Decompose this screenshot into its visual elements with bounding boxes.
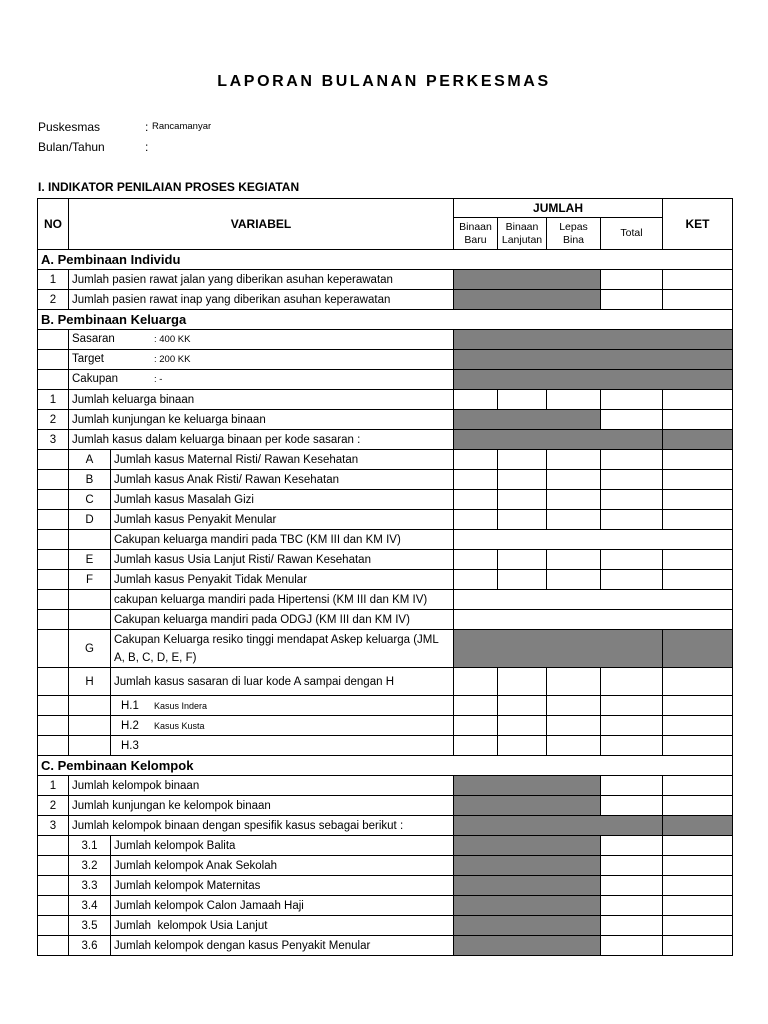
row-b-3-c	[38, 490, 733, 510]
variabel-cell	[69, 776, 454, 796]
binaan-lanjutan-cell	[498, 570, 547, 590]
total-cell	[601, 896, 663, 916]
binaan-lanjutan-cell	[498, 550, 547, 570]
total-cell	[601, 736, 663, 756]
binaan-baru-cell	[454, 668, 498, 696]
row-number	[38, 936, 69, 956]
parameter-cell	[69, 370, 454, 390]
variabel-text: Jumlah kelompok binaan	[72, 779, 200, 792]
variabel-text: Jumlah kunjungan ke kelompok binaan	[72, 799, 271, 812]
variabel-header: VARIABEL	[69, 199, 454, 250]
row-b-2	[38, 410, 733, 430]
variabel-cell	[69, 796, 454, 816]
jumlah-ket-shaded-cell	[454, 330, 733, 350]
jumlah-ket-shaded-cell	[454, 370, 733, 390]
row-b-target	[38, 350, 733, 370]
section-heading: A. Pembinaan Individu	[38, 250, 733, 270]
lepas-bina-cell	[547, 696, 601, 716]
variabel-text: Jumlah kasus Penyakit Menular	[114, 513, 277, 526]
row-number: 2	[38, 796, 69, 816]
variabel-text: Jumlah kunjungan ke keluarga binaan	[72, 413, 266, 426]
row-number	[38, 696, 69, 716]
variabel-cell	[111, 836, 454, 856]
variabel-text: Jumlah kelompok Anak Sekolah	[114, 859, 278, 872]
binaan-lanjutan-cell	[498, 736, 547, 756]
row-code	[69, 610, 111, 630]
variabel-text: Jumlah pasien rawat inap yang diberikan asuhan keperawatan	[72, 293, 391, 306]
binaan-shaded-cell	[454, 836, 601, 856]
variabel-text: Jumlah kelompok dengan kasus Penyakit Menular	[114, 939, 371, 952]
row-code: 3.2	[69, 856, 111, 876]
ket-cell	[663, 470, 733, 490]
row-number	[38, 610, 69, 630]
ket-cell	[663, 290, 733, 310]
row-c-3-2	[38, 856, 733, 876]
binaan-shaded-cell	[454, 410, 601, 430]
row-number	[38, 896, 69, 916]
row-b-3-h1	[38, 696, 733, 716]
binaan-shaded-cell	[454, 776, 601, 796]
row-c-2	[38, 796, 733, 816]
ket-cell	[663, 836, 733, 856]
row-b-3	[38, 430, 733, 450]
jumlah-shaded-cell	[454, 816, 663, 836]
binaan-shaded-cell	[454, 936, 601, 956]
jumlah-shaded-cell	[454, 630, 663, 668]
row-number	[38, 590, 69, 610]
binaan-shaded-cell	[454, 270, 601, 290]
variabel-cell	[111, 668, 454, 696]
row-a-2	[38, 290, 733, 310]
variabel-text: Jumlah keluarga binaan	[72, 393, 195, 406]
binaan-baru-cell	[454, 390, 498, 410]
puskesmas-label: Puskesmas	[38, 120, 101, 134]
lepas-bina-cell	[547, 550, 601, 570]
puskesmas-row	[38, 119, 358, 135]
total-cell	[601, 936, 663, 956]
sub-text: Kasus Indera	[154, 700, 208, 711]
variabel-cell	[69, 816, 454, 836]
lepas-bina-cell	[547, 510, 601, 530]
row-code	[69, 736, 111, 756]
lepas-bina-cell	[547, 390, 601, 410]
variabel-text: Jumlah pasien rawat jalan yang diberikan asuhan keperawatan	[72, 273, 393, 286]
variabel-text: Jumlah kasus Usia Lanjut Risti/ Rawan Kesehatan	[114, 553, 371, 566]
ket-shaded-cell	[663, 816, 733, 836]
variabel-text: Jumlah kasus Maternal Risti/ Rawan Kesehatan	[114, 453, 359, 466]
total-cell	[601, 570, 663, 590]
lepas-bina-cell	[547, 668, 601, 696]
row-number	[38, 736, 69, 756]
row-c-3	[38, 816, 733, 836]
binaan-baru-cell	[454, 550, 498, 570]
variabel-text: Cakupan Keluarga resiko tinggi mendapat Askep keluarga (JML A, B, C, D, E, F)	[114, 633, 439, 664]
indikator-table-body	[38, 250, 733, 956]
binaan-lanjutan-cell	[498, 490, 547, 510]
row-code: G	[69, 630, 111, 668]
row-code: H	[69, 668, 111, 696]
row-section-b	[38, 310, 733, 330]
row-number: 3	[38, 816, 69, 836]
row-code: E	[69, 550, 111, 570]
parameter-value: : 400 KK	[154, 334, 191, 345]
row-code: 3.1	[69, 836, 111, 856]
ket-cell	[663, 390, 733, 410]
puskesmas-separator: :	[145, 120, 149, 134]
section-heading: C. Pembinaan Kelompok	[38, 756, 733, 776]
total-cell	[601, 668, 663, 696]
total-cell	[601, 916, 663, 936]
row-number: 1	[38, 776, 69, 796]
jumlah-ket-shaded-cell	[454, 350, 733, 370]
ket-cell	[663, 796, 733, 816]
variabel-cell	[111, 696, 454, 716]
ket-cell	[663, 916, 733, 936]
lepas-bina-cell	[547, 450, 601, 470]
ket-cell	[663, 936, 733, 956]
ket-cell	[663, 896, 733, 916]
variabel-cell	[111, 450, 454, 470]
variabel-text: Jumlah kelompok Usia Lanjut	[114, 919, 268, 932]
binaan-shaded-cell	[454, 796, 601, 816]
ket-cell	[663, 450, 733, 470]
row-number	[38, 490, 69, 510]
row-code	[69, 530, 111, 550]
bulan-tahun-row	[38, 139, 358, 155]
ket-cell	[663, 856, 733, 876]
ket-cell	[663, 776, 733, 796]
ket-cell	[663, 570, 733, 590]
binaan-baru-cell	[454, 716, 498, 736]
variabel-text: Jumlah kasus Masalah Gizi	[114, 493, 254, 506]
variabel-text: Jumlah kelompok binaan dengan spesifik kasus sebagai berikut :	[72, 819, 404, 832]
section-heading: B. Pembinaan Keluarga	[38, 310, 733, 330]
row-code	[69, 696, 111, 716]
ket-cell	[663, 410, 733, 430]
sub-code: H.3	[121, 739, 139, 752]
variabel-cell	[111, 590, 454, 610]
variabel-text: Jumlah kasus Penyakit Tidak Menular	[114, 573, 308, 586]
row-number: 2	[38, 410, 69, 430]
row-b-3-b	[38, 470, 733, 490]
ket-cell	[663, 270, 733, 290]
variabel-cell	[111, 470, 454, 490]
row-b-3-g	[38, 630, 733, 668]
variabel-text: Jumlah kasus Anak Risti/ Rawan Kesehatan	[114, 473, 340, 486]
ket-cell	[663, 716, 733, 736]
variabel-cell	[69, 430, 454, 450]
row-number	[38, 570, 69, 590]
row-number	[38, 350, 69, 370]
lepas-bina-cell	[547, 736, 601, 756]
variabel-cell	[111, 530, 454, 550]
row-b-3-a	[38, 450, 733, 470]
variabel-cell	[111, 490, 454, 510]
row-b-3-odgj	[38, 610, 733, 630]
variabel-text: Cakupan keluarga mandiri pada ODGJ (KM III dan KM IV)	[114, 613, 410, 626]
row-number	[38, 716, 69, 736]
row-number	[38, 668, 69, 696]
puskesmas-value: Rancamanyar	[152, 121, 212, 132]
lepas-bina-cell	[547, 716, 601, 736]
jumlah-ket-merged-cell	[454, 590, 733, 610]
variabel-cell	[69, 410, 454, 430]
row-number: 1	[38, 390, 69, 410]
lepas-bina-header: Lepas Bina	[547, 218, 601, 250]
sub-code: H.2	[121, 719, 139, 732]
row-number	[38, 530, 69, 550]
ket-cell	[663, 876, 733, 896]
binaan-shaded-cell	[454, 290, 601, 310]
variabel-cell	[111, 896, 454, 916]
variabel-cell	[111, 716, 454, 736]
ket-shaded-cell	[663, 630, 733, 668]
total-header: Total	[601, 218, 663, 250]
binaan-shaded-cell	[454, 916, 601, 936]
binaan-lanjutan-cell	[498, 470, 547, 490]
variabel-text: Jumlah kelompok Maternitas	[114, 879, 261, 892]
parameter-cell	[69, 330, 454, 350]
parameter-label: Target	[72, 353, 104, 365]
total-cell	[601, 856, 663, 876]
row-number	[38, 836, 69, 856]
ket-cell	[663, 550, 733, 570]
total-cell	[601, 270, 663, 290]
binaan-baru-cell	[454, 510, 498, 530]
variabel-cell	[111, 736, 454, 756]
binaan-lanjutan-header: Binaan Lanjutan	[498, 218, 547, 250]
binaan-lanjutan-cell	[498, 696, 547, 716]
lepas-bina-cell	[547, 490, 601, 510]
row-c-3-4	[38, 896, 733, 916]
total-cell	[601, 696, 663, 716]
row-section-a	[38, 250, 733, 270]
binaan-shaded-cell	[454, 876, 601, 896]
parameter-label: Sasaran	[72, 333, 115, 345]
jumlah-ket-merged-cell	[454, 610, 733, 630]
row-b-3-h2	[38, 716, 733, 736]
variabel-text: Jumlah kasus sasaran di luar kode A sampai dengan H	[114, 675, 394, 688]
row-code	[69, 590, 111, 610]
row-code: 3.4	[69, 896, 111, 916]
bulan-tahun-separator: :	[145, 140, 149, 154]
row-b-cakupan	[38, 370, 733, 390]
row-a-1	[38, 270, 733, 290]
row-c-3-3	[38, 876, 733, 896]
row-code: F	[69, 570, 111, 590]
indikator-table	[37, 198, 733, 956]
variabel-cell	[111, 936, 454, 956]
binaan-lanjutan-cell	[498, 510, 547, 530]
row-b-1	[38, 390, 733, 410]
variabel-cell	[111, 856, 454, 876]
ket-cell	[663, 490, 733, 510]
lepas-bina-cell	[547, 470, 601, 490]
total-cell	[601, 510, 663, 530]
row-number: 1	[38, 270, 69, 290]
total-cell	[601, 490, 663, 510]
jumlah-shaded-cell	[454, 430, 663, 450]
total-cell	[601, 796, 663, 816]
variabel-cell	[111, 630, 454, 668]
ket-cell	[663, 668, 733, 696]
variabel-text: Jumlah kelompok Calon Jamaah Haji	[114, 899, 304, 912]
total-cell	[601, 390, 663, 410]
binaan-lanjutan-cell	[498, 716, 547, 736]
row-code: 3.3	[69, 876, 111, 896]
row-code: 3.5	[69, 916, 111, 936]
binaan-baru-cell	[454, 450, 498, 470]
variabel-cell	[69, 290, 454, 310]
row-code: C	[69, 490, 111, 510]
binaan-lanjutan-cell	[498, 450, 547, 470]
variabel-cell	[69, 270, 454, 290]
sub-code: H.1	[121, 699, 139, 712]
row-number: 2	[38, 290, 69, 310]
variabel-cell	[111, 570, 454, 590]
row-code: A	[69, 450, 111, 470]
row-number	[38, 470, 69, 490]
row-b-3-h	[38, 668, 733, 696]
parameter-cell	[69, 350, 454, 370]
table-header	[38, 199, 733, 250]
no-header: NO	[38, 199, 69, 250]
row-c-3-5	[38, 916, 733, 936]
total-cell	[601, 470, 663, 490]
total-cell	[601, 290, 663, 310]
total-cell	[601, 550, 663, 570]
total-cell	[601, 450, 663, 470]
variabel-cell	[111, 610, 454, 630]
row-number	[38, 916, 69, 936]
row-b-3-e	[38, 550, 733, 570]
ket-header: KET	[663, 199, 733, 250]
binaan-baru-cell	[454, 696, 498, 716]
row-section-c	[38, 756, 733, 776]
row-c-3-1	[38, 836, 733, 856]
total-cell	[601, 876, 663, 896]
row-code: 3.6	[69, 936, 111, 956]
row-code: B	[69, 470, 111, 490]
binaan-baru-header: Binaan Baru	[454, 218, 498, 250]
binaan-baru-cell	[454, 570, 498, 590]
variabel-cell	[69, 390, 454, 410]
row-number	[38, 876, 69, 896]
variabel-text: Jumlah kelompok Balita	[114, 839, 236, 852]
lepas-bina-cell	[547, 570, 601, 590]
variabel-cell	[111, 510, 454, 530]
row-b-3-hipertensi	[38, 590, 733, 610]
binaan-baru-cell	[454, 470, 498, 490]
parameter-value: : 200 KK	[154, 354, 191, 365]
row-b-sasaran	[38, 330, 733, 350]
variabel-cell	[111, 876, 454, 896]
row-c-3-6	[38, 936, 733, 956]
row-number	[38, 550, 69, 570]
ket-shaded-cell	[663, 430, 733, 450]
row-b-3-tbc	[38, 530, 733, 550]
row-number	[38, 450, 69, 470]
row-code: D	[69, 510, 111, 530]
binaan-baru-cell	[454, 490, 498, 510]
row-number: 3	[38, 430, 69, 450]
row-number	[38, 856, 69, 876]
ket-cell	[663, 736, 733, 756]
total-cell	[601, 776, 663, 796]
row-number	[38, 330, 69, 350]
section-title: I. INDIKATOR PENILAIAN PROSES KEGIATAN	[38, 180, 300, 194]
binaan-shaded-cell	[454, 856, 601, 876]
variabel-cell	[111, 916, 454, 936]
jumlah-ket-merged-cell	[454, 530, 733, 550]
parameter-label: Cakupan	[72, 373, 119, 385]
report-title: LAPORAN BULANAN PERKESMAS	[217, 73, 551, 90]
row-b-3-d	[38, 510, 733, 530]
row-code	[69, 716, 111, 736]
total-cell	[601, 410, 663, 430]
ket-cell	[663, 510, 733, 530]
variabel-text: Cakupan keluarga mandiri pada TBC (KM III dan KM IV)	[114, 533, 401, 546]
row-c-1	[38, 776, 733, 796]
total-cell	[601, 716, 663, 736]
binaan-lanjutan-cell	[498, 668, 547, 696]
row-b-3-f	[38, 570, 733, 590]
binaan-lanjutan-cell	[498, 390, 547, 410]
binaan-baru-cell	[454, 736, 498, 756]
row-number	[38, 510, 69, 530]
row-b-3-h3	[38, 736, 733, 756]
row-number	[38, 370, 69, 390]
variabel-text: cakupan keluarga mandiri pada Hipertensi (KM III dan KM IV)	[114, 593, 428, 606]
variabel-text: Jumlah kasus dalam keluarga binaan per kode sasaran :	[72, 433, 361, 446]
header-row	[38, 199, 733, 218]
jumlah-header: JUMLAH	[454, 199, 663, 218]
bulan-tahun-label: Bulan/Tahun	[38, 140, 105, 154]
binaan-shaded-cell	[454, 896, 601, 916]
parameter-value: : -	[154, 374, 163, 385]
total-cell	[601, 836, 663, 856]
variabel-cell	[111, 550, 454, 570]
row-number	[38, 630, 69, 668]
ket-cell	[663, 696, 733, 716]
sub-text: Kasus Kusta	[154, 720, 205, 731]
